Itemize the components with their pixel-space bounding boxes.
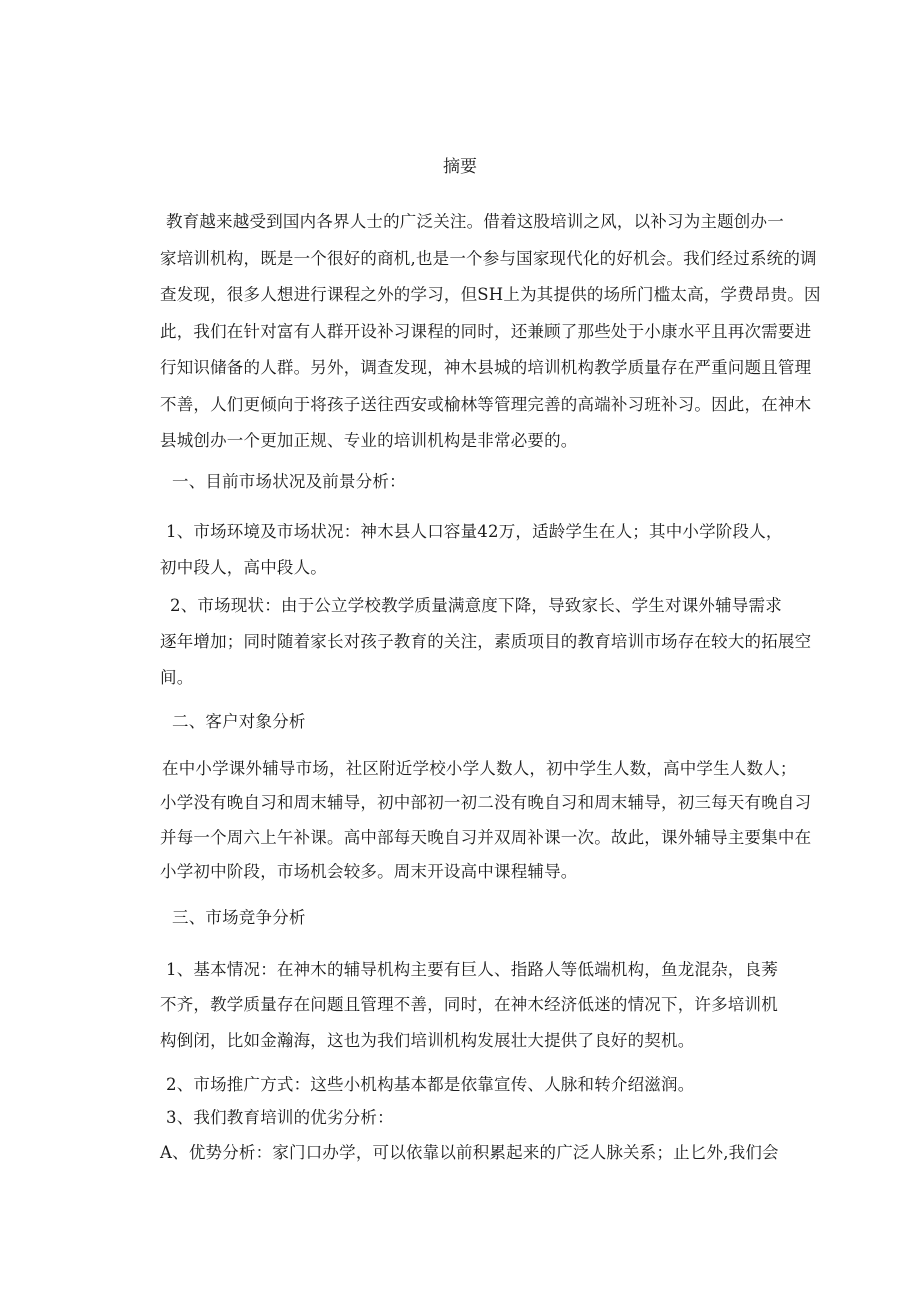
paragraph-line: 间。 xyxy=(160,668,194,687)
paragraph-line: 在中小学课外辅导市场，社区附近学校小学人数人，初中学生人数，高中学生人数人； xyxy=(162,759,797,778)
paragraph-line: A、优势分析：家门口办学，可以依靠以前积累起来的广泛人脉关系；止匕外,我们会 xyxy=(160,1143,779,1162)
paragraph-line: 查发现，很多人想进行课程之外的学习，但SH上为其提供的场所门槛太高，学费昂贵。因 xyxy=(160,285,821,304)
section-heading-market: 一、目前市场状况及前景分析： xyxy=(172,472,406,491)
paragraph-line: 初中段人，高中段人。 xyxy=(160,558,327,577)
paragraph-line: 不善，人们更倾向于将孩子送往西安或榆林等管理完善的高端补习班补习。因此，在神木 xyxy=(160,395,812,414)
paragraph-line: 2、市场推广方式：这些小机构基本都是依靠宣传、人脉和转介绍滋润。 xyxy=(166,1075,695,1094)
paragraph-line: 并每一个周六上午补课。高中部每天晚自习并双周补课一次。故此，课外辅导主要集中在 xyxy=(160,828,812,847)
page-title: 摘要 xyxy=(443,157,477,177)
section-heading-competition: 三、市场竞争分析 xyxy=(172,908,306,927)
paragraph-line: 小学初中阶段，市场机会较多。周末开设高中课程辅导。 xyxy=(160,862,578,881)
paragraph-line: 小学没有晚自习和周末辅导，初中部初一初二没有晚自习和周末辅导，初三每天有晚自习 xyxy=(160,793,812,812)
section-heading-customers: 二、客户对象分析 xyxy=(172,712,306,731)
paragraph-line: 构倒闭，比如金瀚海，这也为我们培训机构发展壮大提供了良好的契机。 xyxy=(160,1031,695,1050)
paragraph-line: 教育越来越受到国内各界人士的广泛关注。借着这股培训之风，以补习为主题创办一 xyxy=(166,212,784,231)
paragraph-line: 不齐，教学质量存在问题且管理不善，同时，在神木经济低迷的情况下，许多培训机 xyxy=(160,995,778,1014)
paragraph-line: 2、市场现状：由于公立学校教学质量满意度下降，导致家长、学生对课外辅导需求 xyxy=(170,596,782,615)
paragraph-line: 1、市场环境及市场状况：神木县人口容量42万，适龄学生在人；其中小学阶段人， xyxy=(166,522,783,541)
paragraph-line: 1、基本情况：在神木的辅导机构主要有巨人、指路人等低端机构，鱼龙混杂，良莠 xyxy=(166,960,778,979)
paragraph-line: 此，我们在针对富有人群开设补习课程的同时，还兼顾了那些处于小康水平且再次需要进 xyxy=(160,322,812,341)
paragraph-line: 家培训机构，既是一个很好的商机,也是一个参与国家现代化的好机会。我们经过系统的调 xyxy=(160,249,817,268)
paragraph-line: 县城创办一个更加正规、专业的培训机构是非常必要的。 xyxy=(160,431,578,450)
paragraph-line: 3、我们教育培训的优劣分析： xyxy=(166,1108,394,1127)
paragraph-line: 逐年增加；同时随着家长对孩子教育的关注，素质项目的教育培训市场存在较大的拓展空 xyxy=(160,632,812,651)
paragraph-line: 行知识储备的人群。另外，调查发现，神木县城的培训机构教学质量存在严重问题且管理 xyxy=(160,358,812,377)
